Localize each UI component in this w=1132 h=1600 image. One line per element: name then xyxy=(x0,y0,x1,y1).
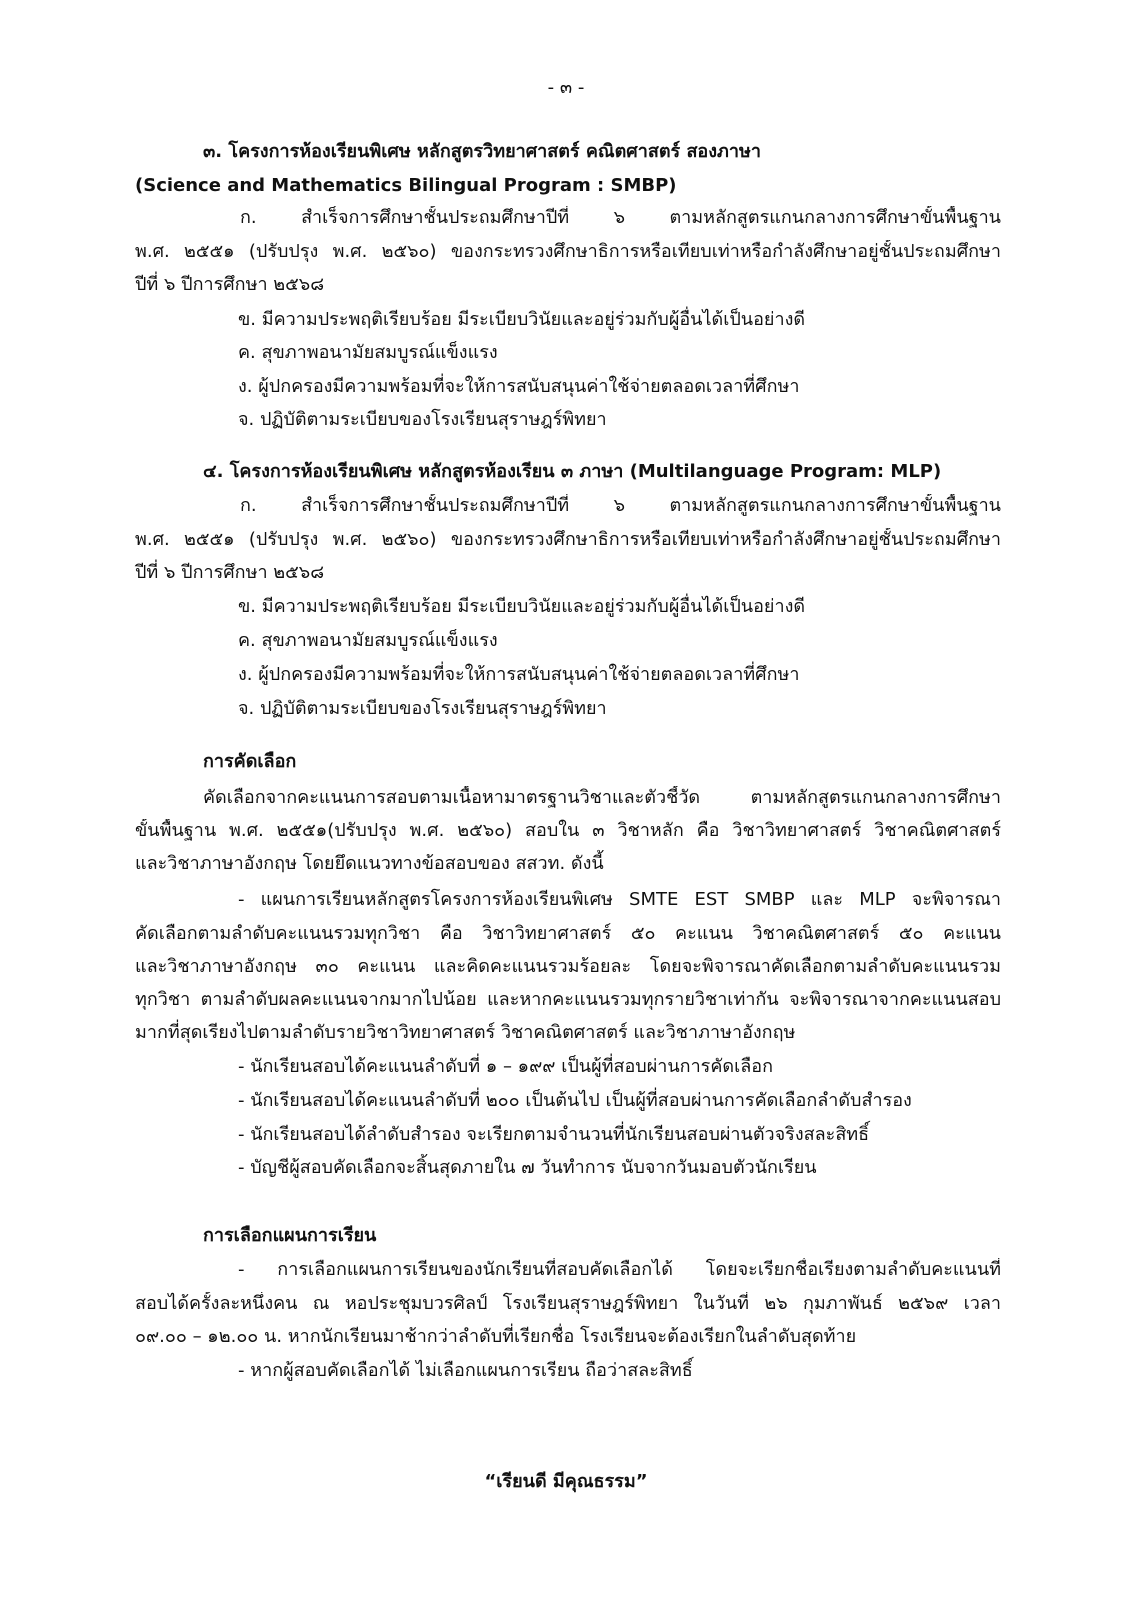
text-line: พ.ศ. ๒๕๕๑ (ปรับปรุง พ.ศ. ๒๕๖๐) ของกระทรวงศึกษาธิการหรือเทียบเท่าหรือกำลังศึกษาอยู่ชั้นประถมศึกษา xyxy=(135,529,1001,550)
section-3-item-c: ค. สุขภาพอนามัยสมบูรณ์แข็งแรง xyxy=(238,342,498,363)
bullet-item: - นักเรียนสอบได้คะแนนลำดับที่ ๒๐๐ เป็นต้นไป เป็นผู้ที่สอบผ่านการคัดเลือกลำดับสำรอง xyxy=(238,1090,912,1111)
text-line: พ.ศ. ๒๕๕๑ (ปรับปรุง พ.ศ. ๒๕๖๐) ของกระทรวงศึกษาธิการหรือเทียบเท่าหรือกำลังศึกษาอยู่ชั้นประถมศึกษา xyxy=(135,241,1001,262)
section-3-subtitle: (Science and Mathematics Bilingual Program : SMBP) xyxy=(135,175,677,196)
text-line: ก. สำเร็จการศึกษาชั้นประถมศึกษาปีที่ ๖ ตามหลักสูตรแกนกลางการศึกษาขั้นพื้นฐาน xyxy=(240,207,1001,228)
page-number: - ๓ - xyxy=(547,77,585,98)
text-line: ขั้นพื้นฐาน พ.ศ. ๒๕๕๑(ปรับปรุง พ.ศ. ๒๕๖๐) สอบใน ๓ วิชาหลัก คือ วิชาวิทยาศาสตร์ วิชาคณิตศาสตร์ xyxy=(135,820,1001,841)
section-3-item-b: ข. มีความประพฤติเรียบร้อย มีระเบียบวินัยและอยู่ร่วมกับผู้อื่นได้เป็นอย่างดี xyxy=(238,309,806,330)
bullet-item: - บัญชีผู้สอบคัดเลือกจะสิ้นสุดภายใน ๗ วันทำการ นับจากวันมอบตัวนักเรียน xyxy=(238,1157,817,1178)
section-4-item-e: จ. ปฏิบัติตามระเบียบของโรงเรียนสุราษฎร์พิทยา xyxy=(238,698,607,719)
section-3-item-e: จ. ปฏิบัติตามระเบียบของโรงเรียนสุราษฎร์พิทยา xyxy=(238,409,607,430)
text-line: และวิชาภาษาอังกฤษ ๓๐ คะแนน และคิดคะแนนรวมร้อยละ โดยจะพิจารณาคัดเลือกตามลำดับคะแนนรวม xyxy=(135,956,1001,977)
text-line: ปีที่ ๖ ปีการศึกษา ๒๕๖๘ xyxy=(135,274,325,295)
text-line: ก. สำเร็จการศึกษาชั้นประถมศึกษาปีที่ ๖ ตามหลักสูตรแกนกลางการศึกษาขั้นพื้นฐาน xyxy=(240,495,1001,516)
plan-choice-heading: การเลือกแผนการเรียน xyxy=(203,1225,377,1246)
selection-heading: การคัดเลือก xyxy=(203,751,297,772)
section-4-item-c: ค. สุขภาพอนามัยสมบูรณ์แข็งแรง xyxy=(238,630,498,651)
bullet-item: - นักเรียนสอบได้คะแนนลำดับที่ ๑ – ๑๙๙ เป็นผู้ที่สอบผ่านการคัดเลือก xyxy=(238,1056,773,1077)
section-4-heading: ๔. โครงการห้องเรียนพิเศษ หลักสูตรห้องเรียน ๓ ภาษา (Multilanguage Program: MLP) xyxy=(203,461,942,482)
text-line: มากที่สุดเรียงไปตามลำดับรายวิชาวิทยาศาสตร์ วิชาคณิตศาสตร์ และวิชาภาษาอังกฤษ xyxy=(135,1022,796,1043)
text-line: - แผนการเรียนหลักสูตรโครงการห้องเรียนพิเศษ SMTE EST SMBP และ MLP จะพิจารณา xyxy=(238,889,1001,910)
text-line: - การเลือกแผนการเรียนของนักเรียนที่สอบคัดเลือกได้ โดยจะเรียกชื่อเรียงตามลำดับคะแนนที่ xyxy=(238,1259,1001,1280)
text-line: คัดเลือกจากคะแนนการสอบตามเนื้อหามาตรฐานวิชาและตัวชี้วัด ตามหลักสูตรแกนกลางการศึกษา xyxy=(203,787,1001,808)
section-4-item-b: ข. มีความประพฤติเรียบร้อย มีระเบียบวินัยและอยู่ร่วมกับผู้อื่นได้เป็นอย่างดี xyxy=(238,596,806,617)
text-line: และวิชาภาษาอังกฤษ โดยยึดแนวทางข้อสอบของ สสวท. ดังนี้ xyxy=(135,853,604,874)
bullet-item: - นักเรียนสอบได้ลำดับสำรอง จะเรียกตามจำนวนที่นักเรียนสอบผ่านตัวจริงสละสิทธิ์ xyxy=(238,1124,870,1145)
section-4-item-d: ง. ผู้ปกครองมีความพร้อมที่จะให้การสนับสนุนค่าใช้จ่ายตลอดเวลาที่ศึกษา xyxy=(238,664,800,685)
footer-motto: “เรียนดี มีคุณธรรม” xyxy=(484,1471,648,1492)
text-line: คัดเลือกตามลำดับคะแนนรวมทุกวิชา คือ วิชาวิทยาศาสตร์ ๕๐ คะแนน วิชาคณิตศาสตร์ ๕๐ คะแนน xyxy=(135,923,1001,944)
section-3-heading: ๓. โครงการห้องเรียนพิเศษ หลักสูตรวิทยาศาสตร์ คณิตศาสตร์ สองภาษา xyxy=(203,141,761,162)
text-line: ปีที่ ๖ ปีการศึกษา ๒๕๖๘ xyxy=(135,562,325,583)
text-line: ๐๙.๐๐ – ๑๒.๐๐ น. หากนักเรียนมาช้ากว่าลำดับที่เรียกชื่อ โรงเรียนจะต้องเรียกในลำดับสุดท้าย xyxy=(135,1326,857,1347)
bullet-item: - หากผู้สอบคัดเลือกได้ ไม่เลือกแผนการเรียน ถือว่าสละสิทธิ์ xyxy=(238,1360,693,1381)
section-3-item-d: ง. ผู้ปกครองมีความพร้อมที่จะให้การสนับสนุนค่าใช้จ่ายตลอดเวลาที่ศึกษา xyxy=(238,376,800,397)
text-line: ทุกวิชา ตามลำดับผลคะแนนจากมากไปน้อย และหากคะแนนรวมทุกรายวิชาเท่ากัน จะพิจารณาจากคะแนนสอบ xyxy=(135,989,1001,1010)
text-line: สอบได้ครั้งละหนึ่งคน ณ หอประชุมบวรศิลป์ โรงเรียนสุราษฎร์พิทยา ในวันที่ ๒๖ กุมภาพันธ์ ๒๕๖๙ เวลา xyxy=(135,1293,1001,1314)
